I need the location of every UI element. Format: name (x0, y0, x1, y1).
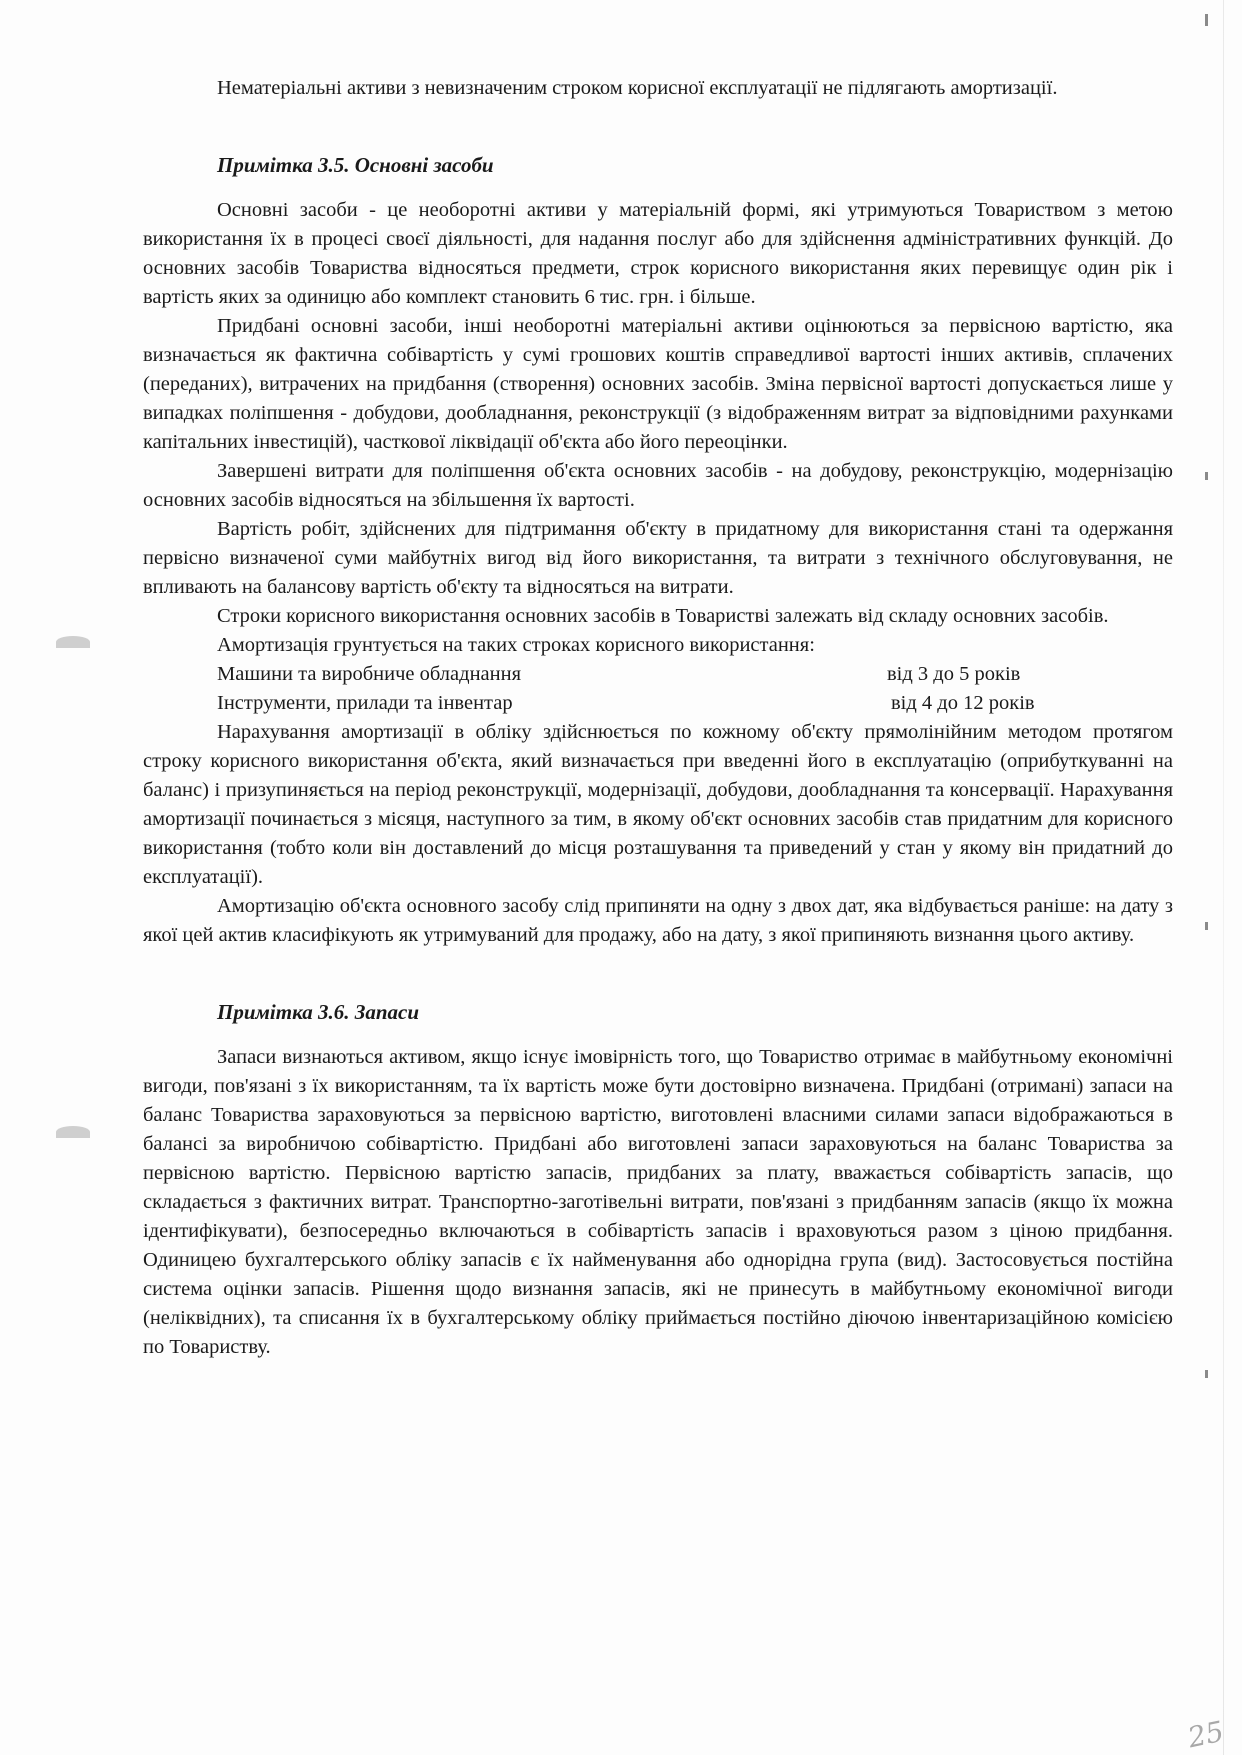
paragraph-depreciation-method: Нарахування амортизації в обліку здійснюється по кожному об'єкту прямолінійним методом протягом строку корисного використання об'єкта, який визначається при введенні його в експлуатацію (оприбуткуванні на баланс) і призупиняється на період реконструкції, модернізації, добудови, дообладнання та консервації. Нарахування амортизації починається з місяця, наступного за тим, в якому об'єкт основних засобів став придатним для корисного використання (тобто коли він доставлений до місця розташування та приведений у стан у якому він придатний до експлуатації). (143, 721, 1173, 888)
row-value: від 4 до 12 років (891, 692, 1035, 714)
paragraph-depreciation-stop: Амортизацію об'єкта основного засобу слід припиняти на одну з двох дат, яка відбувається раніше: на дату з якої цей актив класифікують як утримуваний для продажу, або на дату, з якої припиняють визнання цього активу. (143, 895, 1173, 946)
paragraph-maintenance-costs: Вартість робіт, здійснених для підтримання об'єкту в придатному для використання стані та одержання первісно визначеної суми майбутніх вигод від його використання, та витрати з технічного обслуговування, не впливають на балансову вартість об'єкту та відносяться на витрати. (143, 518, 1173, 598)
scan-mark (1205, 14, 1208, 26)
paragraph-intangible-assets: Нематеріальні активи з невизначеним строком корисної експлуатації не підлягають амортизації. (217, 77, 1058, 99)
paragraph-improvement-costs: Завершені витрати для поліпшення об'єкта основних засобів - на добудову, реконструкцію, модернізацію основних засобів відносяться на збільшення їх вартості. (143, 460, 1173, 511)
row-label: Машини та виробниче обладнання (217, 663, 522, 685)
row-value: від 3 до 5 років (887, 663, 1021, 685)
useful-life-row-machinery (143, 660, 1173, 689)
heading-note-3-5: Примітка 3.5. Основні засоби (217, 153, 494, 177)
scan-mark (1205, 1370, 1208, 1378)
paragraph-useful-life: Строки корисного використання основних засобів в Товаристві залежать від складу основних засобів. (217, 605, 1109, 627)
paragraph-depreciation-basis: Амортизація грунтується на таких строках корисного використання: (217, 634, 815, 656)
paragraph-initial-cost: Придбані основні засоби, інші необоротні матеріальні активи оцінюються за первісною вартістю, яка визначається як фактична собівартість у сумі грошових коштів справедливої вартості інших активів, сплачених (переданих), витрачених на придбання (створення) основних засобів. Зміна первісної вартості допускається лише у випадках поліпшення - добудови, дообладнання, реконструкції (з відображенням витрат за відповідними рахунками капітальних інвестицій), часткової ліквідації об'єкта або його переоцінки. (143, 315, 1173, 453)
binder-hole-shadow (56, 636, 90, 648)
scan-mark (1205, 922, 1208, 930)
document-body (143, 74, 1173, 1362)
binder-hole-shadow (56, 1126, 90, 1138)
useful-life-row-tools (143, 689, 1173, 718)
scan-edge (1223, 0, 1224, 1755)
paragraph-inventories: Запаси визнаються активом, якщо існує імовірність того, що Товариство отримає в майбутньому економічні вигоди, пов'язані з їх використанням, та їх вартість може бути достовірно визначена. Придбані (отримані) запаси на баланс Товариства зараховуються за первісною вартістю, виготовлені власними силами запаси відображаються в балансі за виробничою собівартістю. Придбані або виготовлені запаси зараховуються на баланс Товариства за первісною вартістю. Первісною вартістю запасів, придбаних за плату, вважається собівартість запасів, що складається з фактичних витрат. Транспортно-заготівельні витрати, пов'язані з придбанням запасів (якщо їх можна ідентифікувати), безпосередньо включаються в собівартість запасів і враховуються разом з ціною придбання. Одиницею бухгалтерського обліку запасів є їх найменування або однорідна група (вид). Застосовується постійна система оцінки запасів. Рішення щодо визнання запасів, які не принесуть в майбутньому економічної вигоди (неліквідних), та списання їх в бухгалтерському обліку приймається постійно діючою інвентаризаційною комісією по Товариству. (143, 1046, 1173, 1358)
handwritten-page-number: 25 (1184, 1714, 1227, 1755)
scan-mark (1205, 472, 1208, 480)
paragraph-fixed-assets-definition: Основні засоби - це необоротні активи у матеріальній формі, які утримуються Товариством з метою використання їх в процесі своєї діяльності, для надання послуг або для здійснення адміністративних функцій. До основних засобів Товариства відносяться предмети, строк корисного використання яких перевищує один рік і вартість яких за одиницю або комплект становить 6 тис. грн. і більше. (143, 199, 1173, 308)
row-label: Інструменти, прилади та інвентар (217, 692, 513, 714)
heading-note-3-6: Примітка 3.6. Запаси (217, 1000, 420, 1024)
